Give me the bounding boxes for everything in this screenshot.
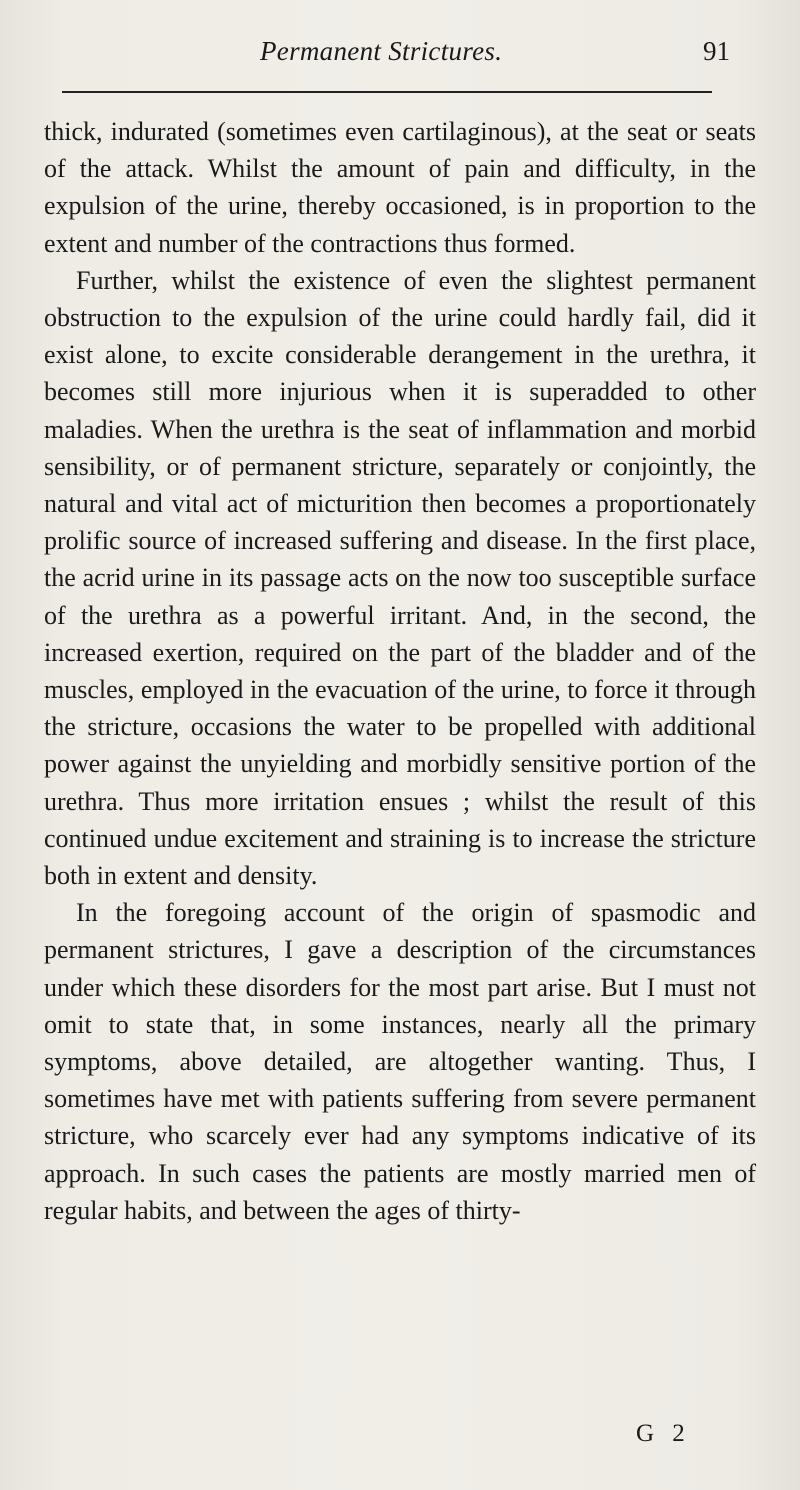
page-header — [60, 32, 740, 82]
page-number: 91 — [703, 36, 730, 66]
header-rule — [62, 91, 712, 93]
body-text — [44, 113, 756, 1229]
paragraph: In the foregoing account of the origin of spasmodic and permanent strictures, I gave a description of the circumstances under which these disorders for the most part arise. But I must not omit to state that, in some instances, nearly all the primary symptoms, above detailed, are altogether wanting. Thus, I sometimes have met with patients suffering from severe permanent stricture, who scarcely ever had any symptoms indicative of its approach. In such cases the patients are mostly married men of regular habits, and between the ages of thirty- — [44, 898, 756, 1225]
running-title: Permanent Strictures. — [260, 36, 503, 66]
paragraph: Further, whilst the existence of even the slightest permanent obstruction to the expulsion of the urine could hardly fail, did it exist alone, to excite considerable derangement in the urethra, it becomes still more injurious when it is superadded to other maladies. When the urethra is the seat of inflammation and morbid sensibility, or of permanent stricture, separately or conjointly, the natural and vital act of micturition then becomes a proportionately prolific source of increased suffering and disease. In the first place, the acrid urine in its passage acts on the now too susceptible surface of the urethra as a powerful irritant. And, in the second, the increased exertion, required on the part of the bladder and of the muscles, employed in the evacuation of the urine, to force it through the stricture, occasions the water to be propelled with additional power against the unyielding and morbidly sensitive portion of the urethra. Thus more irritation ensues ; whilst the result of this continued undue excitement and straining is to increase the stricture both in extent and density. — [44, 265, 756, 891]
signature-mark: G 2 — [636, 1420, 691, 1447]
paragraph-continued: thick, indurated (sometimes even cartilaginous), at the seat or seats of the attack. Whilst the amount of pain and difficulty, in the expulsion of the urine, thereby occasioned, is in proportion to the extent and number of the contractions thus formed. — [44, 117, 756, 258]
